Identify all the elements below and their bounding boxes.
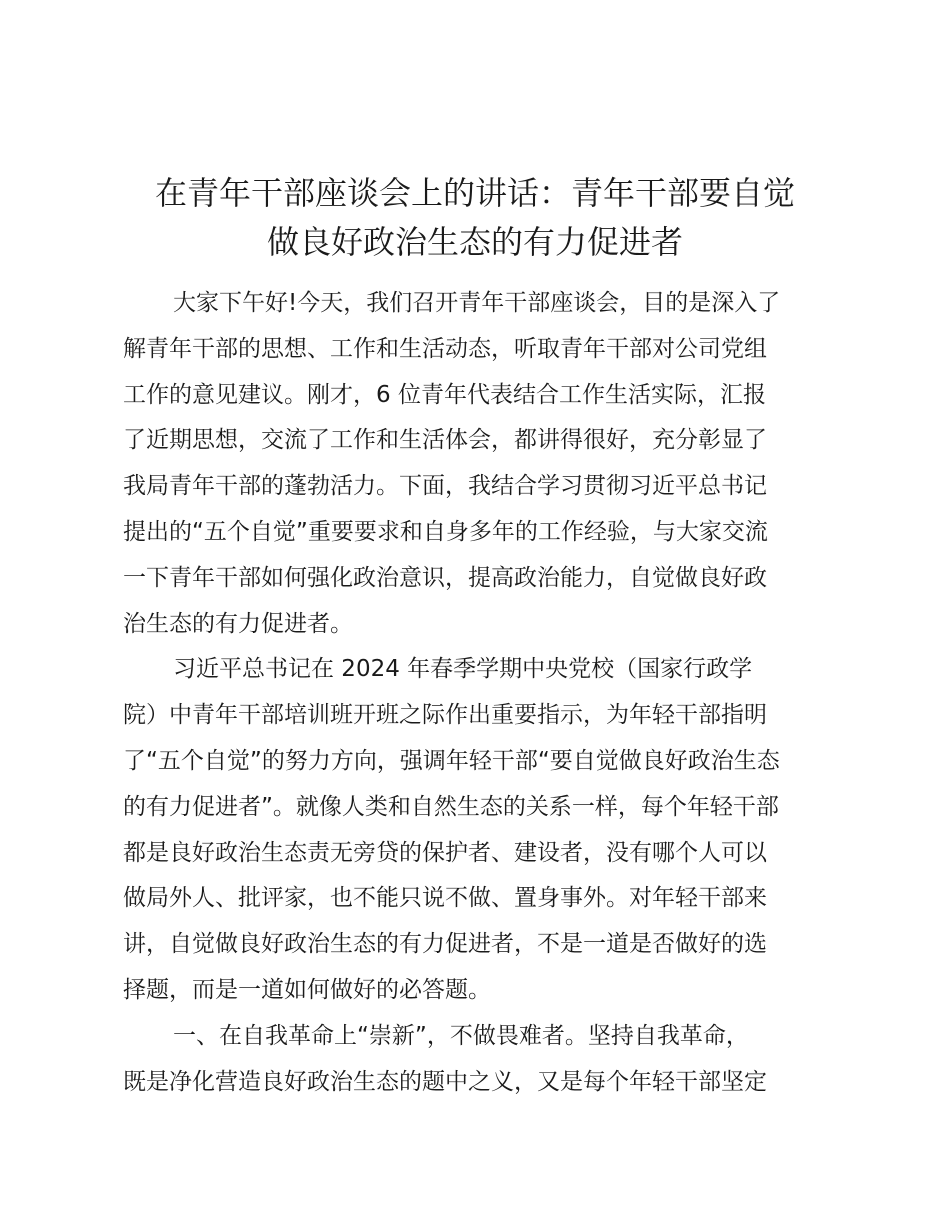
document-body — [123, 281, 835, 1105]
document-title-line-2: 做良好政治生态的有力促进者 — [266, 223, 683, 261]
paragraph-line: 择题，而是一道如何做好的必答题。 — [123, 976, 491, 1003]
paragraph-line: 了近期思想，交流了工作和生活体会，都讲得很好，充分彰显了 — [123, 427, 767, 454]
paragraph-line: 讲，自觉做良好政治生态的有力促进者，不是一道是否做好的选 — [123, 931, 767, 958]
paragraph-line: 院）中青年干部培训班开班之际作出重要指示，为年轻干部指明 — [123, 702, 767, 729]
section-heading-line: 一、在自我革命上“崇新”，不做畏难者。坚持自我革命， — [173, 1022, 749, 1049]
paragraph-line: 了“五个自觉”的努力方向，强调年轻干部“要自觉做良好政治生态 — [123, 747, 780, 774]
paragraph-line: 工作的意见建议。刚才，6 位青年代表结合工作生活实际，汇报 — [123, 381, 766, 408]
paragraph-line: 我局青年干部的蓬勃活力。下面，我结合学习贯彻习近平总书记 — [123, 473, 767, 500]
paragraph-line: 解青年干部的思想、工作和生活动态，听取青年干部对公司党组 — [123, 335, 767, 362]
paragraph-line: 的有力促进者”。就像人类和自然生态的关系一样，每个年轻干部 — [123, 793, 779, 820]
paragraph-line: 都是良好政治生态责无旁贷的保护者、建设者，没有哪个人可以 — [123, 839, 767, 866]
paragraph-line: 既是净化营造良好政治生态的题中之义，又是每个年轻干部坚定 — [123, 1068, 767, 1095]
document-title-line-1: 在青年干部座谈会上的讲话：青年干部要自觉 — [154, 174, 795, 212]
paragraph-line: 一下青年干部如何强化政治意识，提高政治能力，自觉做良好政 — [123, 564, 767, 591]
paragraph-line: 大家下午好!今天，我们召开青年干部座谈会，目的是深入了 — [173, 290, 781, 316]
paragraph-line: 提出的“五个自觉”重要要求和自身多年的工作经验，与大家交流 — [123, 518, 768, 545]
paragraph-line: 做局外人、批评家，也不能只说不做、置身事外。对年轻干部来 — [123, 885, 767, 912]
paragraph-line: 治生态的有力促进者。 — [123, 610, 353, 637]
paragraph-line: 习近平总书记在 2024 年春季学期中央党校（国家行政学 — [173, 656, 753, 683]
